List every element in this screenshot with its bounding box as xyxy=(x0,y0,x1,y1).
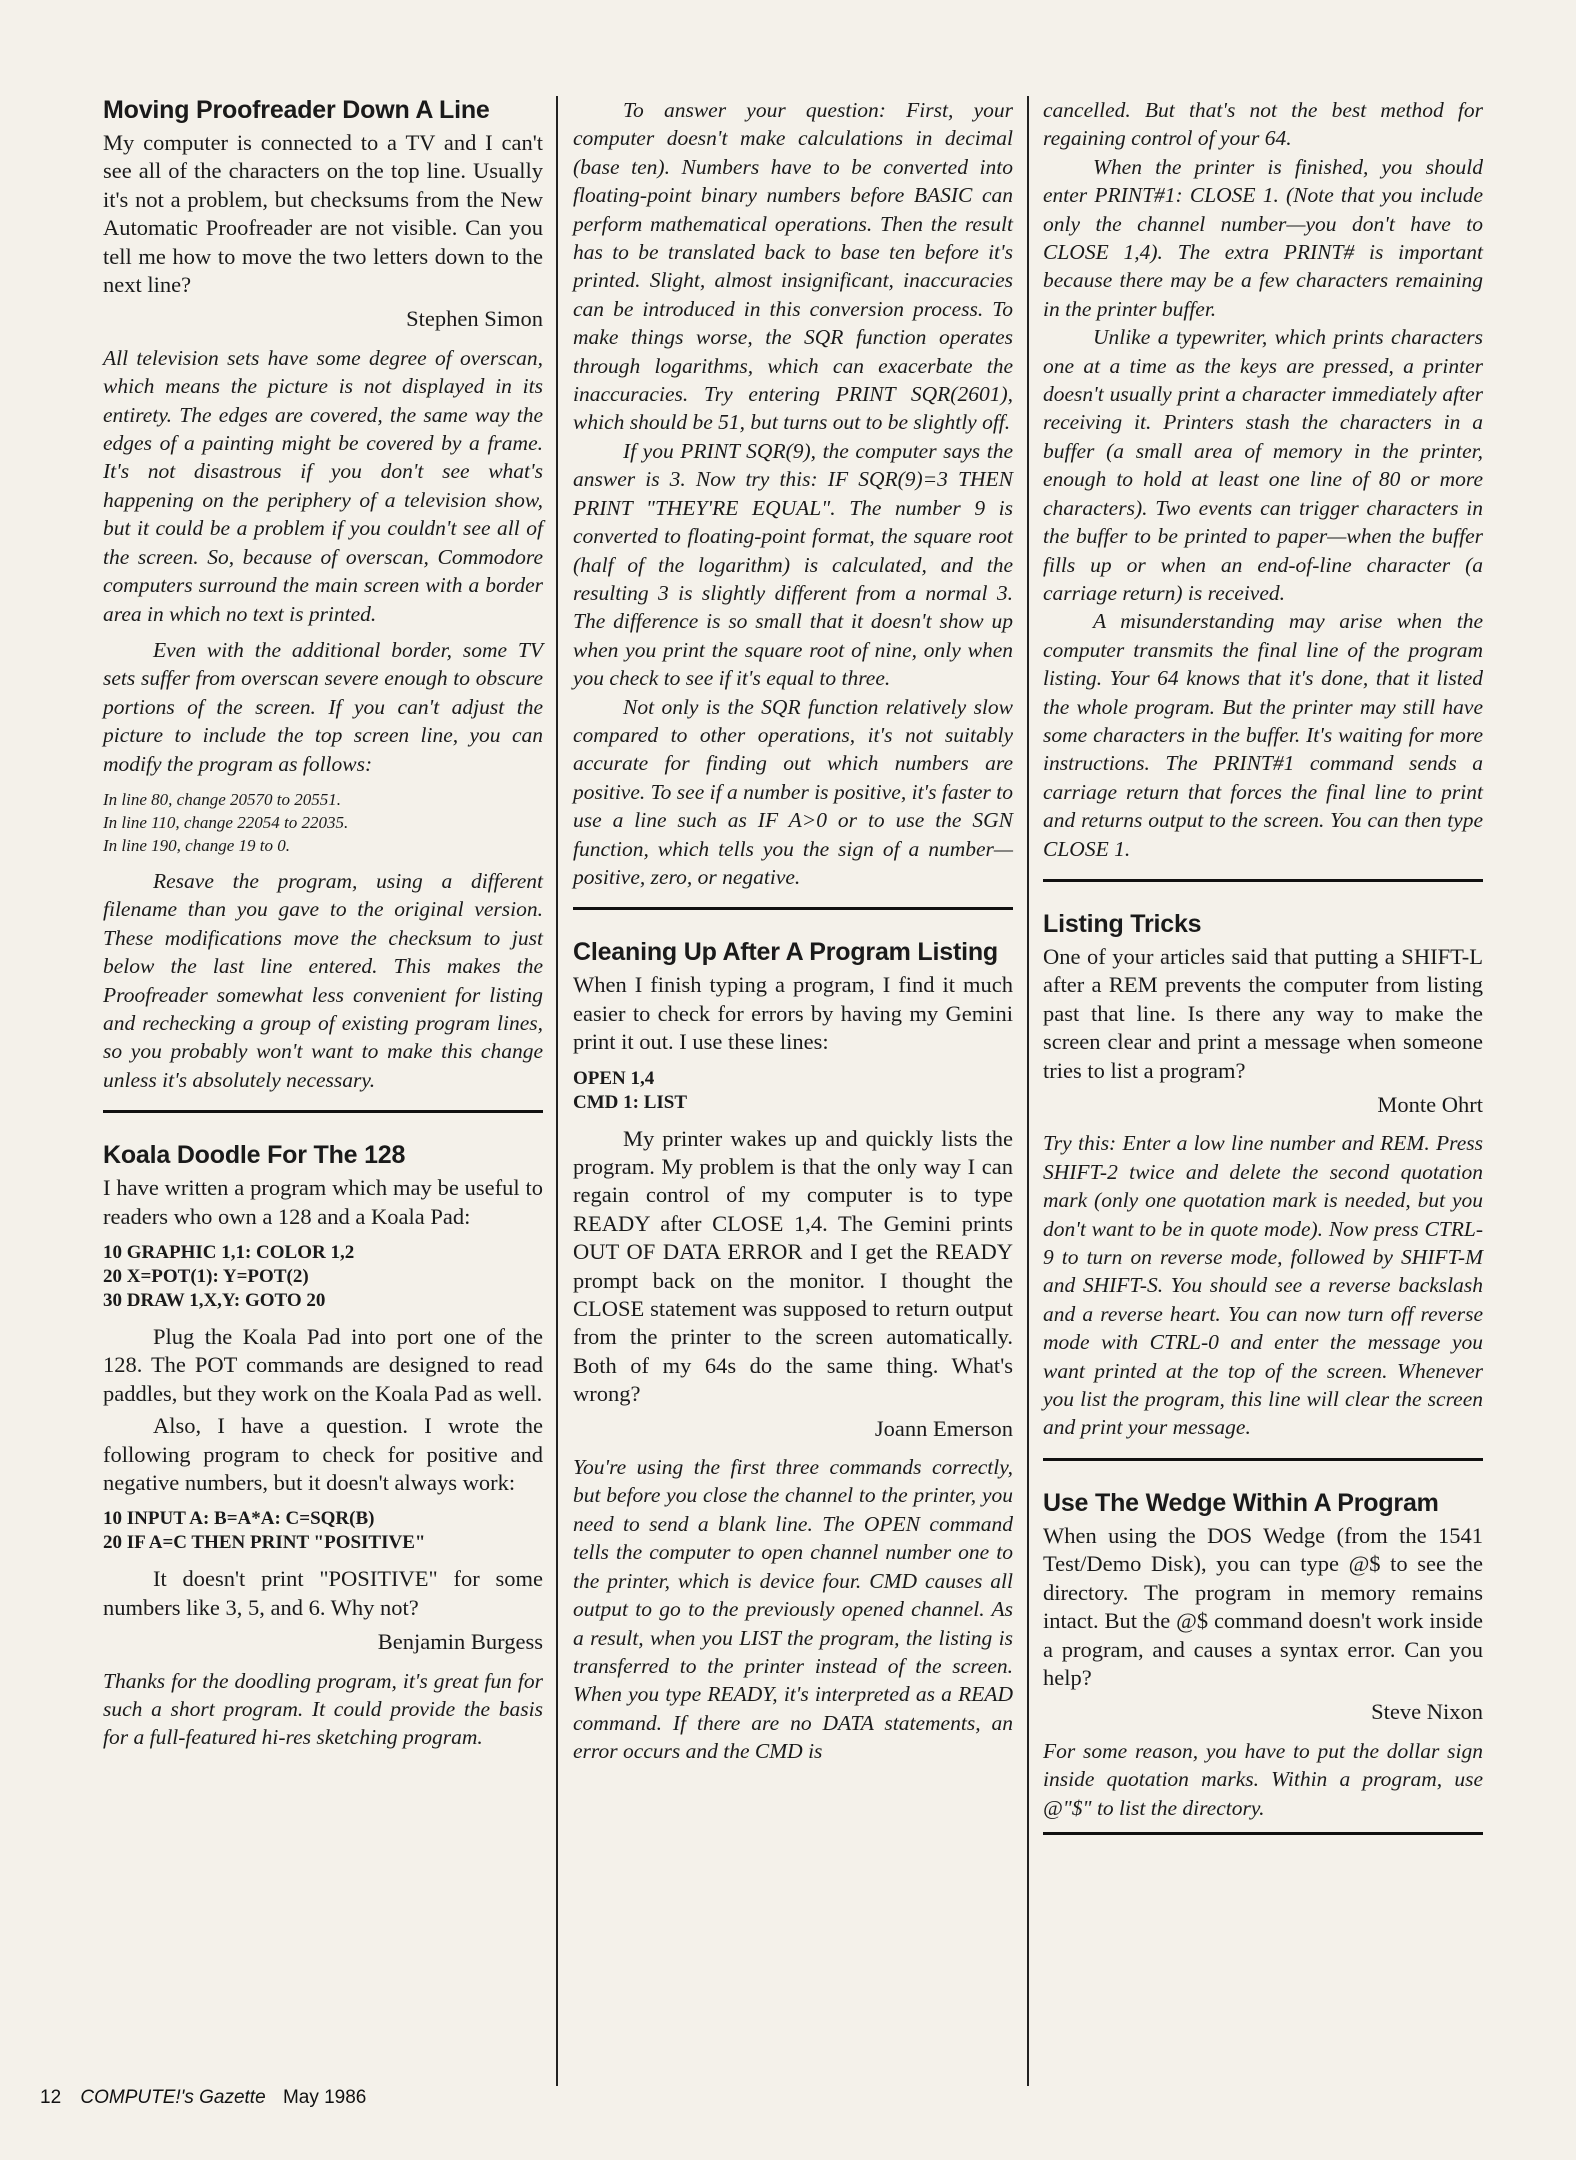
reader-letter: When I finish typing a program, I find it much easier to check for errors by having my Gemini print it out. I use these lines: xyxy=(573,972,1013,1055)
letter-signature: Steve Nixon xyxy=(1371,1699,1483,1725)
page-footer xyxy=(40,2087,366,2109)
article-moving-proofreader xyxy=(103,96,543,1094)
reader-letter: I have written a program which may be useful to readers who own a 128 and a Koala Pad: xyxy=(103,1175,543,1229)
editor-answer: For some reason, you have to put the dollar sign inside quotation marks. Within a program, use @"$" to list the directory. xyxy=(1043,1738,1483,1820)
article-koala-doodle xyxy=(103,1141,543,1752)
editor-answer: All television sets have some degree of overscan, which means the picture is not displayed in its entirety. The edges are covered, the same way the edges of a painting might be covered by a frame. It's not disastrous if you don't see what's happening on the periphery of a television show, but it could be a problem if you couldn't see all of the screen. So, because of overscan, Commodore computers surround the main screen with a border area in which no text is printed. xyxy=(103,345,543,626)
issue-date: May 1986 xyxy=(282,2087,367,2108)
reader-letter: My computer is connected to a TV and I can't see all of the characters on the top line. Usually it's not a problem, but checksums from the New Automatic Proofreader are not visible. Can you tell me how to move the two letters down to the next line? xyxy=(103,130,543,298)
article-koala-doodle-continued xyxy=(573,96,1013,891)
editor-answer: You're using the first three commands correctly, but before you close the channel to the printer, you need to send a blank line. The OPEN command tells the computer to open channel number one to the printer, which is device four. CMD causes all output to go to the previously opened channel. As a result, when you LIST the program, the listing is transferred to the printer instead of the screen. When you type READY, it's interpreted as a READ command. If there are no DATA statements, an error occurs and the CMD is xyxy=(573,1455,1013,1764)
editor-answer: Even with the additional border, some TV sets suffer from overscan severe enough to obscure portions of the screen. If you can't adjust the picture to include the top screen line, you can modify the program as follows: xyxy=(103,637,543,776)
section-divider xyxy=(1043,879,1483,882)
editor-answer: If you PRINT SQR(9), the computer says the answer is 3. Now try this: IF SQR(9)=3 THEN PRINT "THEY'RE EQUAL". The number 9 is converted to floating-point format, the square root (half of the logarithm) is calculated, and the resulting 3 is slightly different from a normal 3. The difference is so small that it doesn't show up when you print the square root of nine, only when you check to see if it's equal to three. xyxy=(573,438,1013,691)
editor-answer: Try this: Enter a low line number and REM. Press SHIFT-2 twice and delete the second quotation mark (only one quotation mark is needed, but you don't want to be in quote mode). Now press CTRL-9 to turn on reverse mode, followed by SHIFT-M and SHIFT-S. You should see a reverse backslash and a reverse heart. You can now turn off reverse mode with CTRL-0 and enter the message you want printed at the top of the screen. Whenever you list the program, this line will clear the screen and print your message. xyxy=(1043,1131,1483,1440)
editor-answer: Thanks for the doodling program, it's great fun for such a short program. It could provide the basis for a full-featured hi-res sketching program. xyxy=(103,1668,543,1750)
section-divider xyxy=(573,907,1013,910)
letter-signature: Benjamin Burgess xyxy=(377,1629,543,1655)
section-divider xyxy=(1043,1832,1483,1835)
reader-letter: One of your articles said that putting a SHIFT-L after a REM prevents the computer from listing past that line. Is there any way to make the screen clear and print a message when someone tries to list a program? xyxy=(1043,943,1483,1083)
article-cleaning-up-continued xyxy=(1043,96,1483,863)
column-rule xyxy=(1027,96,1029,2086)
reader-letter: Also, I have a question. I wrote the following program to check for positive and negative numbers, but it doesn't always work: xyxy=(103,1413,543,1496)
program-edits: In line 80, change 20570 to 20551. In line 110, change 22054 to 22035. In line 190, change 19 to 0. xyxy=(103,789,349,855)
column-rule xyxy=(556,96,558,2086)
article-heading: Koala Doodle For The 128 xyxy=(103,1141,406,1170)
editor-answer: cancelled. But that's not the best method for regaining control of your 64. xyxy=(1043,98,1483,151)
editor-answer: When the printer is finished, you should enter PRINT#1: CLOSE 1. (Note that you include only the channel number—you don't have to CLOSE 1,4). The extra PRINT# is important because there may be a few characters remaining in the printer buffer. xyxy=(1043,154,1483,321)
column-1 xyxy=(103,96,543,1752)
editor-answer: To answer your question: First, your computer doesn't make calculations in decimal (base ten). Numbers have to be converted into floating-point binary numbers before BASIC can perform mathematical operations. Then the result has to be translated back to base ten before it's printed. Slight, almost insignificant, inaccuracies can be introduced in this conversion process. To make things worse, the SQR function operates through logarithms, which can exacerbate the inaccuracies. Try entering PRINT SQR(2601), which should be 51, but turns out to be slightly off. xyxy=(573,98,1013,435)
program-listing: 10 GRAPHIC 1,1: COLOR 1,2 20 X=POT(1): Y=POT(2) 30 DRAW 1,X,Y: GOTO 20 xyxy=(103,1242,355,1311)
column-2 xyxy=(573,96,1013,1766)
letter-signature: Joann Emerson xyxy=(874,1415,1013,1441)
page-number: 12 xyxy=(40,2087,62,2108)
reader-letter: It doesn't print "POSITIVE" for some numbers like 3, 5, and 6. Why not? xyxy=(103,1566,543,1620)
letter-signature: Monte Ohrt xyxy=(1377,1092,1483,1117)
letter-signature: Stephen Simon xyxy=(406,306,543,332)
article-listing-tricks xyxy=(1043,910,1483,1442)
editor-answer: Unlike a typewriter, which prints characters one at a time as the keys are pressed, a printer doesn't usually print a character immediately after receiving it. Printers stash the characters in a buffer (a small area of memory in the printer, enough to hold at least one line of 80 or more characters). Two events can trigger characters in the buffer to be printed to paper—when the buffer fills up or when an end-of-line character (a carriage return) is received. xyxy=(1043,325,1483,605)
section-divider xyxy=(103,1110,543,1113)
editor-answer: Not only is the SQR function relatively slow compared to other operations, it's not suitably accurate for finding out which numbers are positive. To see if a number is positive, it's faster to use a line such as IF A>0 or to use the SGN function, which tells you the sign of a number—positive, zero, or negative. xyxy=(573,694,1013,889)
magazine-name: COMPUTE!'s Gazette xyxy=(80,2087,266,2108)
program-listing: 10 INPUT A: B=A*A: C=SQR(B) 20 IF A=C THEN PRINT "POSITIVE" xyxy=(103,1508,426,1554)
article-heading: Moving Proofreader Down A Line xyxy=(103,96,490,124)
article-cleaning-up xyxy=(573,938,1013,1765)
editor-answer: Resave the program, using a different filename than you gave to the original version. These modifications move the checksum to just below the last line entered. This makes the Proofreader somewhat less convenient for listing and rechecking a group of existing program lines, so you probably won't want to make this change unless it's absolutely necessary. xyxy=(103,868,543,1092)
reader-letter: Plug the Koala Pad into port one of the 128. The POT commands are designed to read paddles, but they work on the Koala Pad as well. xyxy=(103,1324,543,1406)
program-listing: OPEN 1,4 CMD 1: LIST xyxy=(573,1067,688,1113)
editor-answer: A misunderstanding may arise when the computer transmits the final line of the program listing. Your 64 knows that it's done, that it listed the whole program. But the printer may still have some characters in the buffer. It's waiting for more instructions. The PRINT#1 command sends a carriage return that forces the final line to print and returns output to the screen. You can then type CLOSE 1. xyxy=(1043,609,1483,861)
article-heading: Use The Wedge Within A Program xyxy=(1043,1488,1439,1517)
column-3 xyxy=(1043,96,1483,1835)
article-use-the-wedge xyxy=(1043,1489,1483,1835)
article-heading: Listing Tricks xyxy=(1043,909,1202,938)
reader-letter: My printer wakes up and quickly lists the program. My problem is that the only way I can regain control of my computer is to type READY after CLOSE 1,4. The Gemini prints OUT OF DATA ERROR and I get the READY prompt back on the monitor. I thought the CLOSE statement was supposed to return output from the printer to the screen automatically. Both of my 64s do the same thing. What's wrong? xyxy=(573,1125,1013,1407)
reader-letter: When using the DOS Wedge (from the 1541 Test/Demo Disk), you can type @$ to see the directory. The program in memory remains intact. But the @$ command doesn't work inside a program, and causes a syntax error. Can you help? xyxy=(1043,1522,1483,1690)
section-divider xyxy=(1043,1458,1483,1461)
article-heading: Cleaning Up After A Program Listing xyxy=(573,938,998,967)
